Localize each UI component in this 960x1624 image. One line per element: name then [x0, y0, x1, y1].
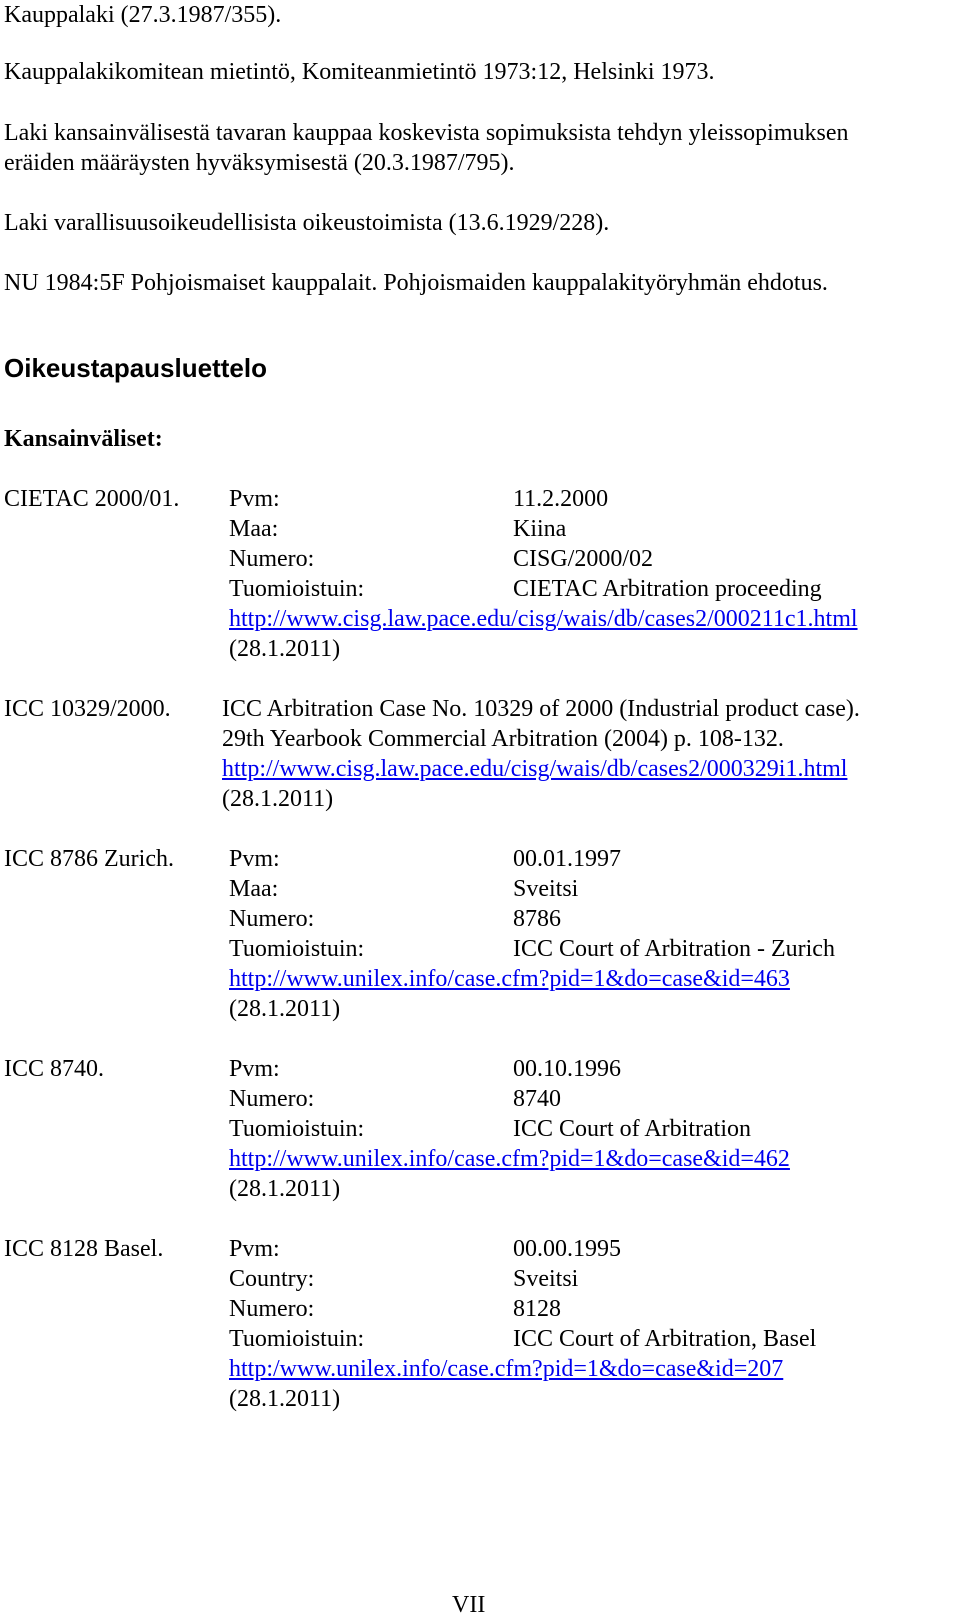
field-label: Numero:	[229, 906, 315, 932]
subsection-title: Kansainväliset:	[4, 426, 163, 452]
field-label: Maa:	[229, 876, 279, 902]
reference-line: Kauppalaki (27.3.1987/355).	[4, 2, 282, 28]
case-description: ICC Arbitration Case No. 10329 of 2000 (Industrial product case).	[222, 696, 860, 722]
case-id: ICC 8740.	[4, 1056, 105, 1082]
case-url-link[interactable]: http:/www.unilex.info/case.cfm?pid=1&do=case&id=207	[229, 1356, 784, 1382]
case-description: 29th Yearbook Commercial Arbitration (2004) p. 108-132.	[222, 726, 784, 752]
field-value: Kiina	[513, 516, 567, 542]
field-label: Numero:	[229, 1296, 315, 1322]
accessed-date: (28.1.2011)	[229, 1176, 341, 1202]
case-id: ICC 8786 Zurich.	[4, 846, 174, 872]
case-url-link[interactable]: http://www.cisg.law.pace.edu/cisg/wais/db/cases2/000211c1.html	[229, 606, 858, 632]
field-value: 8740	[513, 1086, 561, 1112]
field-label: Pvm:	[229, 846, 280, 872]
field-label: Tuomioistuin:	[229, 1116, 365, 1142]
reference-line: Laki varallisuusoikeudellisista oikeustoimista (13.6.1929/228).	[4, 210, 610, 236]
field-value: ICC Court of Arbitration	[513, 1116, 751, 1142]
case-id: ICC 10329/2000.	[4, 696, 171, 722]
field-value: Sveitsi	[513, 876, 579, 902]
field-label: Maa:	[229, 516, 279, 542]
field-value: 8786	[513, 906, 561, 932]
field-label: Tuomioistuin:	[229, 936, 365, 962]
reference-line: NU 1984:5F Pohjoismaiset kauppalait. Pohjoismaiden kauppalakityöryhmän ehdotus.	[4, 270, 828, 296]
field-label: Numero:	[229, 546, 315, 572]
case-url-link[interactable]: http://www.unilex.info/case.cfm?pid=1&do=case&id=463	[229, 966, 790, 992]
field-label: Tuomioistuin:	[229, 576, 365, 602]
case-url-link[interactable]: http://www.unilex.info/case.cfm?pid=1&do=case&id=462	[229, 1146, 790, 1172]
field-value: ICC Court of Arbitration - Zurich	[513, 936, 835, 962]
field-value: 11.2.2000	[513, 486, 609, 512]
field-value: 00.01.1997	[513, 846, 621, 872]
field-label: Tuomioistuin:	[229, 1326, 365, 1352]
field-value: CISG/2000/02	[513, 546, 654, 572]
case-id: CIETAC 2000/01.	[4, 486, 180, 512]
field-label: Numero:	[229, 1086, 315, 1112]
case-url-link[interactable]: http://www.cisg.law.pace.edu/cisg/wais/db/cases2/000329i1.html	[222, 756, 848, 782]
field-label: Country:	[229, 1266, 315, 1292]
accessed-date: (28.1.2011)	[229, 1386, 341, 1412]
accessed-date: (28.1.2011)	[222, 786, 334, 812]
field-value: 00.10.1996	[513, 1056, 621, 1082]
field-label: Pvm:	[229, 486, 280, 512]
page-number: VII	[452, 1592, 486, 1618]
field-value: ICC Court of Arbitration, Basel	[513, 1326, 817, 1352]
field-label: Pvm:	[229, 1236, 280, 1262]
section-title: Oikeustapausluettelo	[4, 353, 267, 383]
reference-line: Laki kansainvälisestä tavaran kauppaa koskevista sopimuksista tehdyn yleissopimuksen	[4, 120, 849, 146]
reference-line: eräiden määräysten hyväksymisestä (20.3.1987/795).	[4, 150, 515, 176]
field-value: 00.00.1995	[513, 1236, 621, 1262]
field-value: CIETAC Arbitration proceeding	[513, 576, 822, 602]
case-id: ICC 8128 Basel.	[4, 1236, 164, 1262]
field-label: Pvm:	[229, 1056, 280, 1082]
accessed-date: (28.1.2011)	[229, 996, 341, 1022]
reference-line: Kauppalakikomitean mietintö, Komiteanmietintö 1973:12, Helsinki 1973.	[4, 59, 715, 85]
field-value: 8128	[513, 1296, 561, 1322]
field-value: Sveitsi	[513, 1266, 579, 1292]
accessed-date: (28.1.2011)	[229, 636, 341, 662]
